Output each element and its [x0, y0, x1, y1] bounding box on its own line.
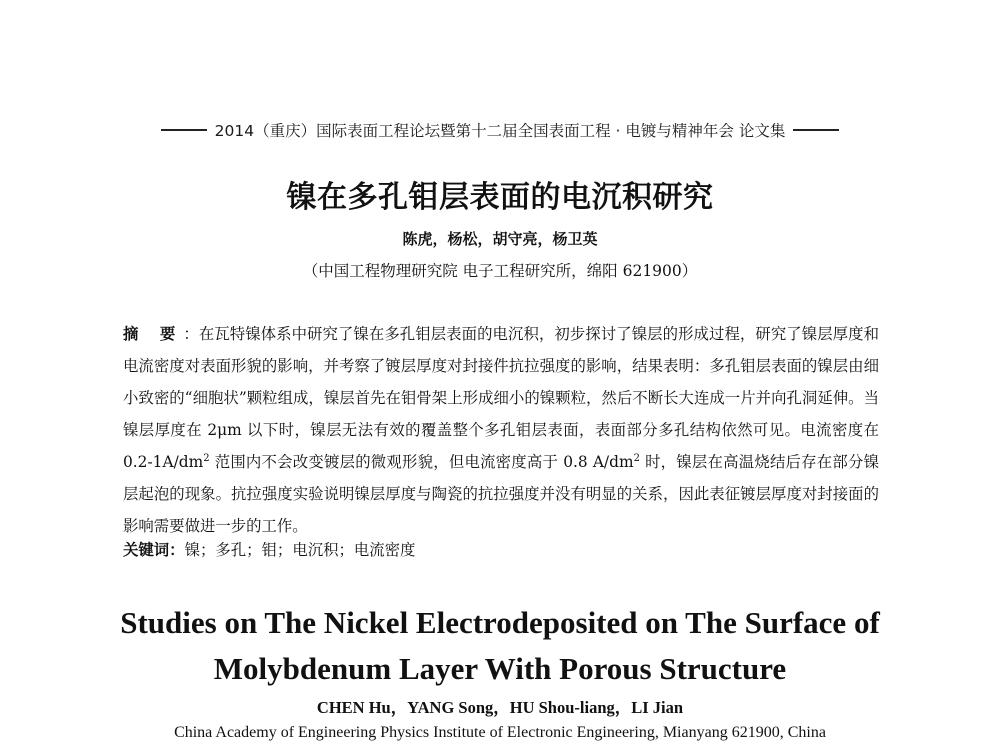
abstract-label: 摘 要 — [123, 325, 184, 343]
header-rule-right — [793, 129, 839, 130]
abstract-text-3: 时，镍层在高温烧结后存在部分镍层起泡的现象。抗拉强度实验说明镍层厚度与陶瓷的抗拉强度并没有明显的关系，因此表征镀层厚度对封接面的影响需要做进一步的工作。 — [123, 453, 879, 535]
running-header — [0, 118, 1000, 142]
header-rule-left — [161, 129, 207, 130]
authors-en: CHEN Hu，YANG Song，HU Shou-liang，LI Jian — [316, 698, 684, 717]
running-header-text: 2014（重庆）国际表面工程论坛暨第十二届全国表面工程 · 电镀与精神年会 论文集 — [214, 122, 786, 140]
keywords-label: 关键词： — [123, 541, 185, 559]
abstract-sup-2: 2 — [633, 452, 640, 464]
abstract-cn — [123, 318, 879, 542]
keywords-cn — [123, 538, 879, 562]
abstract-sup-1: 2 — [203, 452, 210, 464]
keywords-text: 镍；多孔；钼；电沉积；电流密度 — [184, 541, 416, 559]
title-en-line-2: Molybdenum Layer With Porous Structure — [213, 651, 787, 686]
paper-title-en — [0, 600, 1000, 692]
abstract-text-1: ：在瓦特镍体系中研究了镍在多孔钼层表面的电沉积，初步探讨了镍层的形成过程，研究了镍层厚度和电流密度对表面形貌的影响，并考察了镀层厚度对封接件抗拉强度的影响，结果表明：多孔钼层表面的镍层由细小致密的“细胞状”颗粒组成，镍层首先在钼骨架上形成细小的镍颗粒，然后不断长大连成一片并向孔洞延伸。当镍层厚度在 2μm 以下时，镍层无法有效的覆盖整个多孔钼层表面，表面部分多孔结构依然可见。电流密度在 0.2-1A/dm — [123, 325, 879, 471]
title-en-line-1: Studies on The Nickel Electrodeposited on The Surface of — [120, 605, 880, 640]
affiliation-en: China Academy of Engineering Physics Institute of Electronic Engineering, Mianyang 621900, China — [174, 724, 826, 741]
affiliation-cn: （中国工程物理研究院 电子工程研究所，绵阳 621900） — [302, 262, 698, 280]
abstract-text-2: 范围内不会改变镀层的微观形貌，但电流密度高于 0.8 A/dm — [209, 453, 634, 471]
paper-title-cn: 镍在多孔钼层表面的电沉积研究 — [286, 180, 714, 215]
authors-cn: 陈虎，杨松，胡守亮，杨卫英 — [402, 230, 598, 248]
